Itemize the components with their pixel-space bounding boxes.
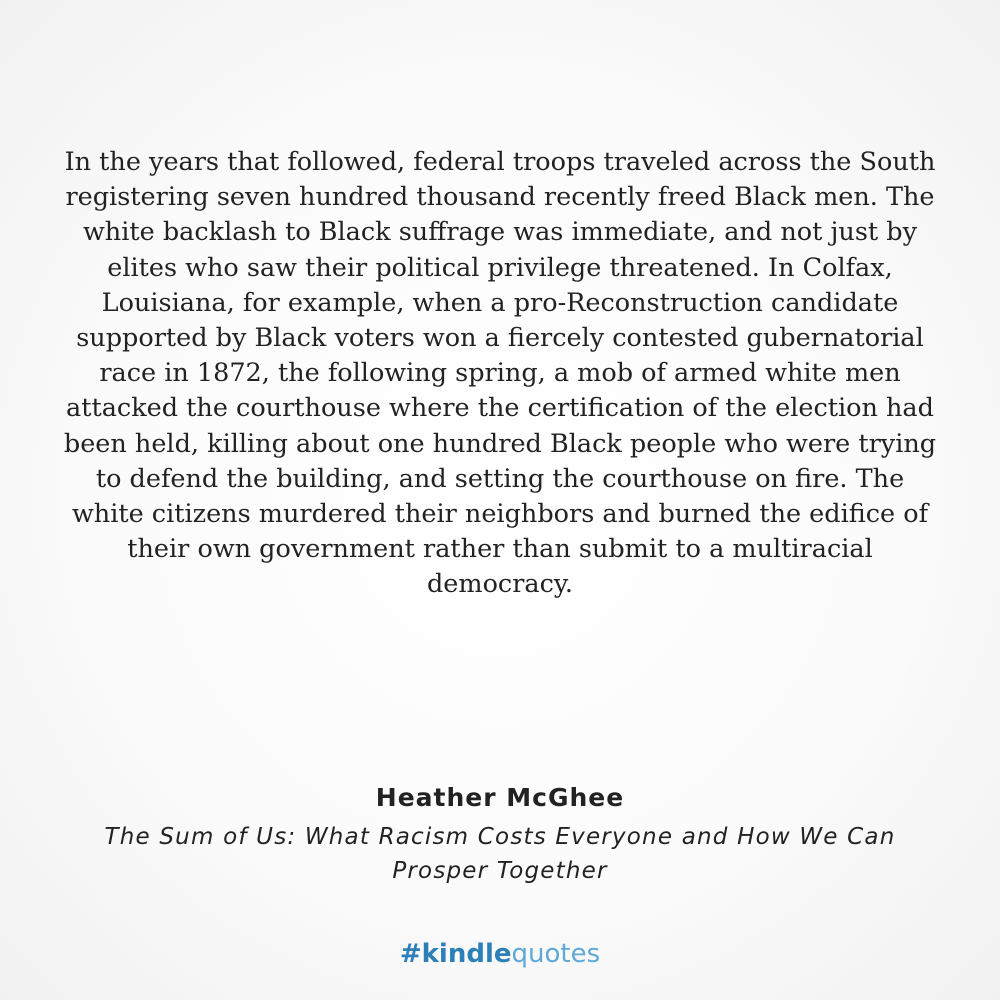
author-name: Heather McGhee	[375, 783, 625, 812]
hashtag-kindle: #kindle	[399, 939, 512, 969]
quote-text: In the years that followed, federal troops traveled across the South registering seven hundred thousand recently freed Black men. The white backlash to Black suffrage was immediate, and not just by elites who saw their political privilege threatened. In Colfax, Louisiana, for example, when a pro-Reconstruction candidate supported by Black voters won a fiercely contested gubernatorial race in 1872, the following spring, a mob of armed white men attacked the courthouse where the certification of the election had been held, killing about one hundred Black people who were trying to defend the building, and setting the courthouse on fire. The white citizens murdered their neighbors and burned the edifice of their own government rather than submit to a multiracial democracy.	[63, 147, 937, 600]
kindlequotes-hashtag	[0, 936, 1000, 972]
book-title: The Sum of Us: What Racism Costs Everyone and How We Can Prosper Together	[104, 824, 896, 884]
hashtag-quotes: quotes	[511, 939, 601, 969]
